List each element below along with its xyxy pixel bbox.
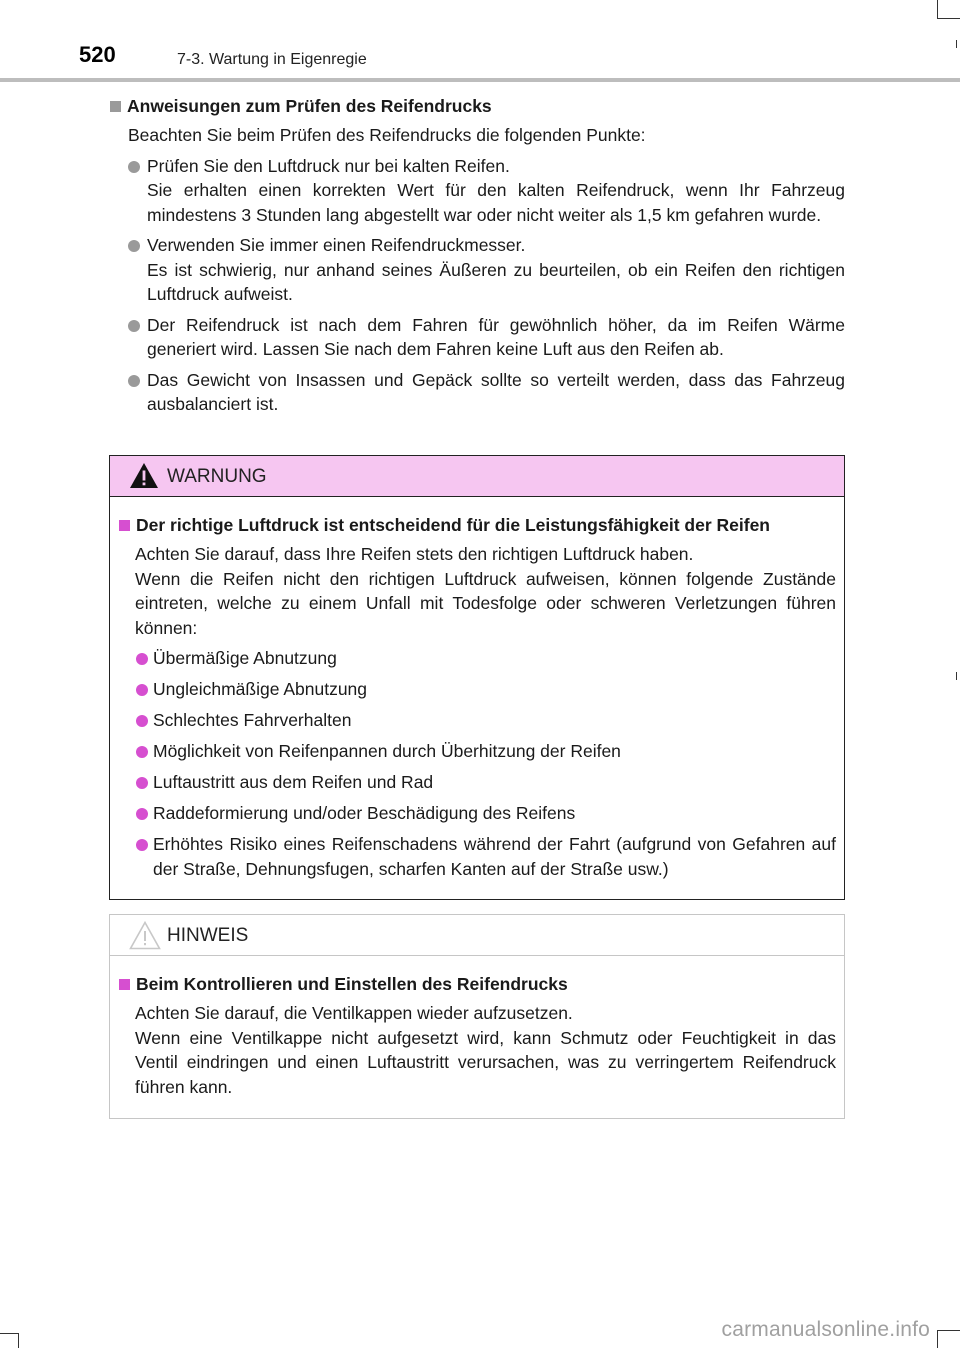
bullet-dot-icon [136,808,148,820]
bullet-dot-icon [136,715,148,727]
header-rule [0,78,960,82]
section-intro: Beachten Sie beim Prüfen des Reifendrucks die folgenden Punkte: [128,125,646,145]
warning-intro-lead: Achten Sie darauf, dass Ihre Reifen stets den richtigen Luftdruck haben. [135,544,694,564]
list-item: Das Gewicht von Insassen und Gepäck sollte so verteilt werden, dass das Fahrzeug ausbalanciert ist. [110,368,845,417]
crop-mark [937,0,938,18]
bullet-dot-icon [128,375,140,387]
section-title: Anweisungen zum Prüfen des Reifendrucks [110,94,845,118]
crop-mark [937,18,960,19]
bullet-dot-icon [128,240,140,252]
notice-header [110,915,844,956]
warning-content [110,497,844,881]
square-bullet-icon [119,520,130,531]
warning-label: WARNUNG [167,466,267,487]
square-bullet-icon [110,101,121,112]
page-header [0,38,960,84]
crop-mark [937,1330,960,1331]
list-item-detail: Sie erhalten einen korrekten Wert für den kalten Reifendruck, wenn Ihr Fahrzeug mindestens 3 Stunden lang abgestellt war oder nicht weiter als 1,5 km gefahren wurde. [147,180,845,225]
watermark: carmanualsonline.info [721,1318,930,1341]
bullet-dot-icon [136,653,148,665]
warning-intro-detail: Wenn die Reifen nicht den richtigen Luftdruck aufweisen, können folgende Zustände eintreten, welche zu einem Unfall mit Todesfolge oder schweren Verletzungen führen können: [135,568,836,638]
warning-header [110,456,844,497]
warning-list [119,646,836,881]
bullet-dot-icon [128,161,140,173]
list-item: Übermäßige Abnutzung [119,646,836,671]
tire-pressure-section [110,94,845,423]
list-item-detail: Es ist schwierig, nur anhand seines Äußeren zu beurteilen, ob ein Reifen den richtigen Luftdruck aufweist. [147,259,845,304]
list-item: Raddeformierung und/oder Beschädigung des Reifens [119,801,836,826]
caution-triangle-icon [129,921,161,950]
list-item: Ungleichmäßige Abnutzung [119,677,836,702]
notice-intro-lead: Achten Sie darauf, die Ventilkappen wieder aufzusetzen. [135,1003,573,1023]
chapter-title: 7-3. Wartung in Eigenregie [177,51,367,68]
list-item-lead: Prüfen Sie den Luftdruck nur bei kalten Reifen. [147,155,510,176]
crop-mark [18,1333,19,1348]
list-item: Erhöhtes Risiko eines Reifenschadens während der Fahrt (aufgrund von Gefahren auf der Straße, Dehnungsfugen, scharfen Kanten auf der Straße usw.) [119,832,836,881]
bullet-dot-icon [136,746,148,758]
notice-title: Beim Kontrollieren und Einstellen des Reifendrucks [119,972,836,996]
bullet-dot-icon [136,684,148,696]
list-item: Schlechtes Fahrverhalten [119,708,836,733]
notice-box [109,914,845,1119]
list-item [110,233,845,307]
warning-box [109,455,845,900]
warning-intro [119,542,836,640]
warning-title: Der richtige Luftdruck ist entscheidend für die Leistungsfähigkeit der Reifen [119,513,836,537]
crop-mark [0,1333,18,1334]
bullet-dot-icon [128,320,140,332]
check-points-list [110,154,845,417]
warning-triangle-icon [129,462,159,489]
list-item: Luftaustritt aus dem Reifen und Rad [119,770,836,795]
list-item: Der Reifendruck ist nach dem Fahren für gewöhnlich höher, da im Reifen Wärme generiert wird. Lassen Sie nach dem Fahren keine Luft aus den Reifen ab. [110,313,845,362]
bullet-dot-icon [136,777,148,789]
notice-intro [119,1001,836,1099]
notice-label: HINWEIS [167,925,249,946]
list-item: Möglichkeit von Reifenpannen durch Überhitzung der Reifen [119,739,836,764]
notice-intro-detail: Wenn eine Ventilkappe nicht aufgesetzt wird, kann Schmutz oder Feuchtigkeit in das Ventil eindringen und einen Luftaustritt verursachen, was zu verringertem Reifendruck führen kann. [135,1027,836,1097]
notice-content [110,956,844,1099]
bullet-dot-icon [136,839,148,851]
list-item-lead: Verwenden Sie immer einen Reifendruckmesser. [147,235,526,255]
square-bullet-icon [119,979,130,990]
list-item [110,154,845,228]
crop-mark [956,672,957,680]
page-number: 520 [79,42,116,67]
crop-mark [937,1330,938,1348]
